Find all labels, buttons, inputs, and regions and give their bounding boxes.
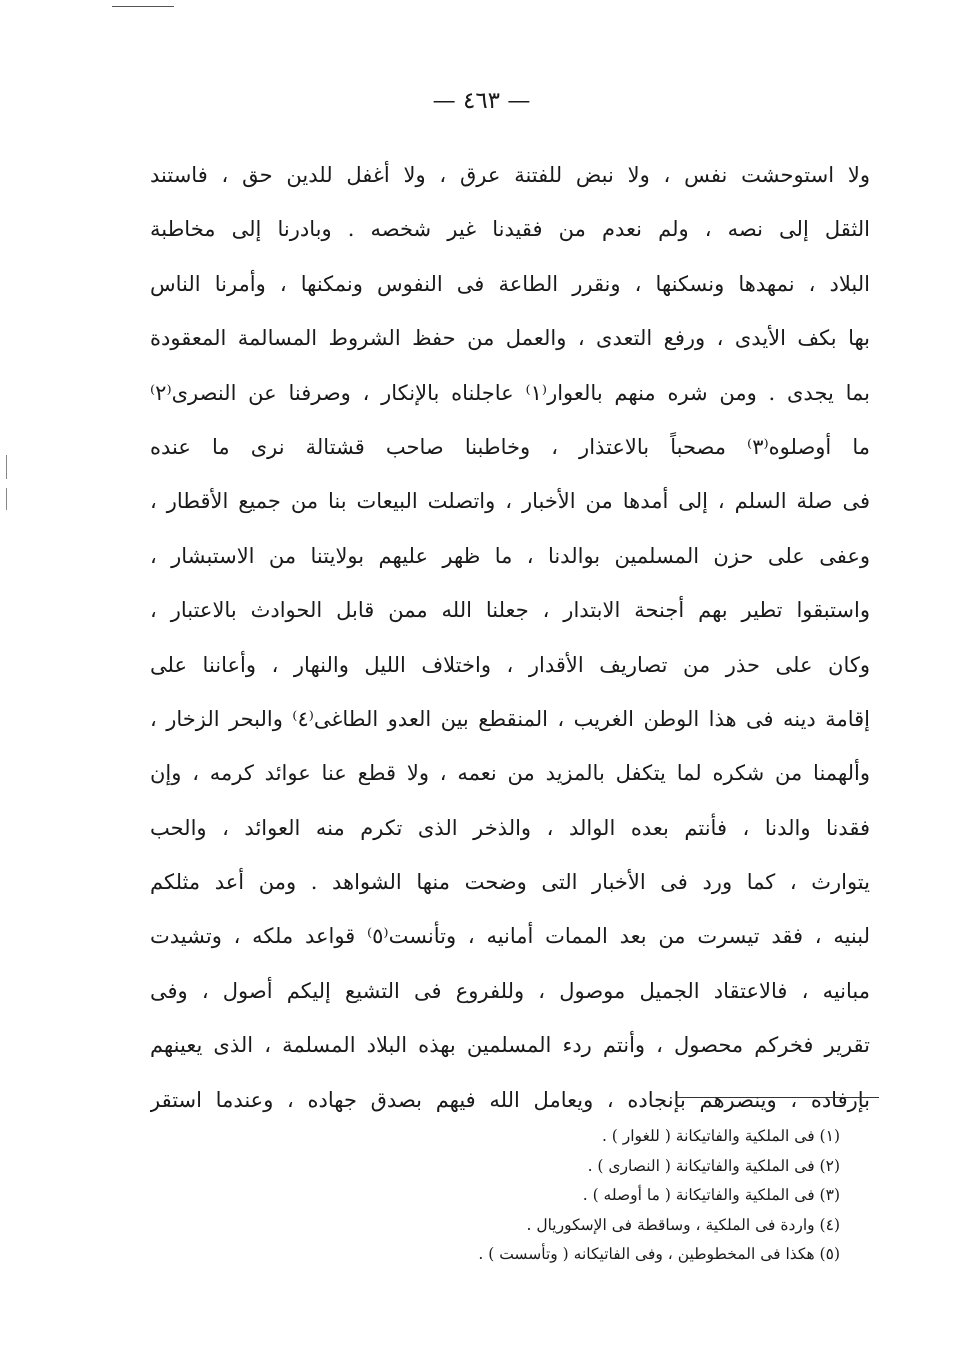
text-line: واستبقوا تطير بهم أجنحة الابتدار ، جعلنا الله ممن قابل الحوادث بالاعتبار ،: [150, 598, 870, 623]
text-line: البلاد ، نمهدها ونسكنها ، ونقرر الطاعة فى النفوس ونمكنها ، وأمرنا الناس: [150, 271, 870, 296]
text-line: وألهمنا من شكره لما يتكفل بالمزيد من نعمه ، ولا قطع عنا عوائد كرمه ، وإن: [150, 761, 870, 786]
text-line: تقرير فخركم محصول ، وأنتم ردء المسلمين بهذه البلاد المسلمة ، الذى يعينهم: [150, 1033, 870, 1058]
body-text: [150, 148, 870, 1127]
footnotes: [420, 1122, 840, 1270]
text-line: فقدنا والدنا ، فأنتم بعده الوالد ، والذخر الذى تكرم منه العوائد ، والحب: [150, 815, 870, 840]
footnote-divider: [676, 1097, 879, 1098]
text-line: ولا استوحشت نفس ، ولا نبض للفتنة عرق ، ولا أغفل للدين حق ، فاستند: [150, 163, 870, 187]
footnote: (٥) هكذا فى المخطوطين ، وفى الفاتيكانه ( وتأسست ) .: [478, 1245, 840, 1263]
text-line: لبنيه ، فقد تيسرت من بعد الممات أمانيه ، وتأنست⁽٥⁾ قواعد ملكه ، وتشيدت: [150, 924, 870, 949]
text-line: مبانيه ، فالاعتقاد الجميل موصول ، وللفروع فى التشيع إليكم أصول ، وفى: [150, 978, 870, 1003]
scan-edge-mark: [112, 6, 174, 7]
footnote: (١) فى الملكية والفاتيكانة ( للغوار ) .: [601, 1127, 840, 1145]
footnote: (٣) فى الملكية والفاتيكانة ( ما أوصله ) .: [582, 1186, 840, 1204]
text-line: إقامة دينه فى هذا الوطن الغريب ، المنقطع بين العدو الطاغى⁽٤⁾ والبحر الزخار ،: [150, 706, 870, 731]
text-line: بما يجدى . ومن شره منهم بالعوار⁽١⁾ عاجلناه بالإنكار ، وصرفنا عن النصرى⁽٢⁾: [150, 380, 870, 405]
footnote: (٤) واردة فى الملكية ، وساقطة فى الإسكوريال .: [526, 1215, 840, 1234]
text-line: وعفى على حزن المسلمين بوالدنا ، ما ظهر عليهم بولايتنا من الاستبشار ،: [150, 543, 870, 568]
text-line: فى صلة السلم ، إلى أمدها من الأخبار ، واتصلت البيعات بنا من جميع الأقطار ،: [150, 489, 870, 514]
gutter-mark: [6, 455, 7, 479]
footnote: (٢) فى الملكية والفاتيكانة ( النصارى ) .: [587, 1156, 840, 1175]
text-line: ما أوصلوه⁽٣⁾ مصحباً بالاعتذار ، وخاطبنا صاحب قشتالة نرى ما عنده: [150, 434, 870, 459]
page-number: — ٤٦٣ —: [432, 88, 531, 114]
text-line: بإرفاده ، وينصرهم بإنجاده ، ويعامل الله فيهم بصدق جهاده ، وعندما استقر: [150, 1087, 870, 1112]
text-line: بها بكف الأيدى ، ورفع التعدى ، والعمل من حفظ الشروط المسالمة المعقودة: [150, 326, 870, 351]
text-line: وكان على حذر من تصاريف الأقدار ، واختلاف الليل والنهار ، وأعاننا على: [150, 652, 870, 677]
text-line: الثقل إلى نصه ، ولم نعدم من فقيدنا غير شخصه . وبادرنا إلى مخاطبة: [150, 217, 870, 242]
text-line: يتوارث ، كما ورد فى الأخبار التى وضحت منها الشواهد . ومن أعد مثلكم: [150, 870, 870, 895]
gutter-mark: [6, 488, 7, 510]
